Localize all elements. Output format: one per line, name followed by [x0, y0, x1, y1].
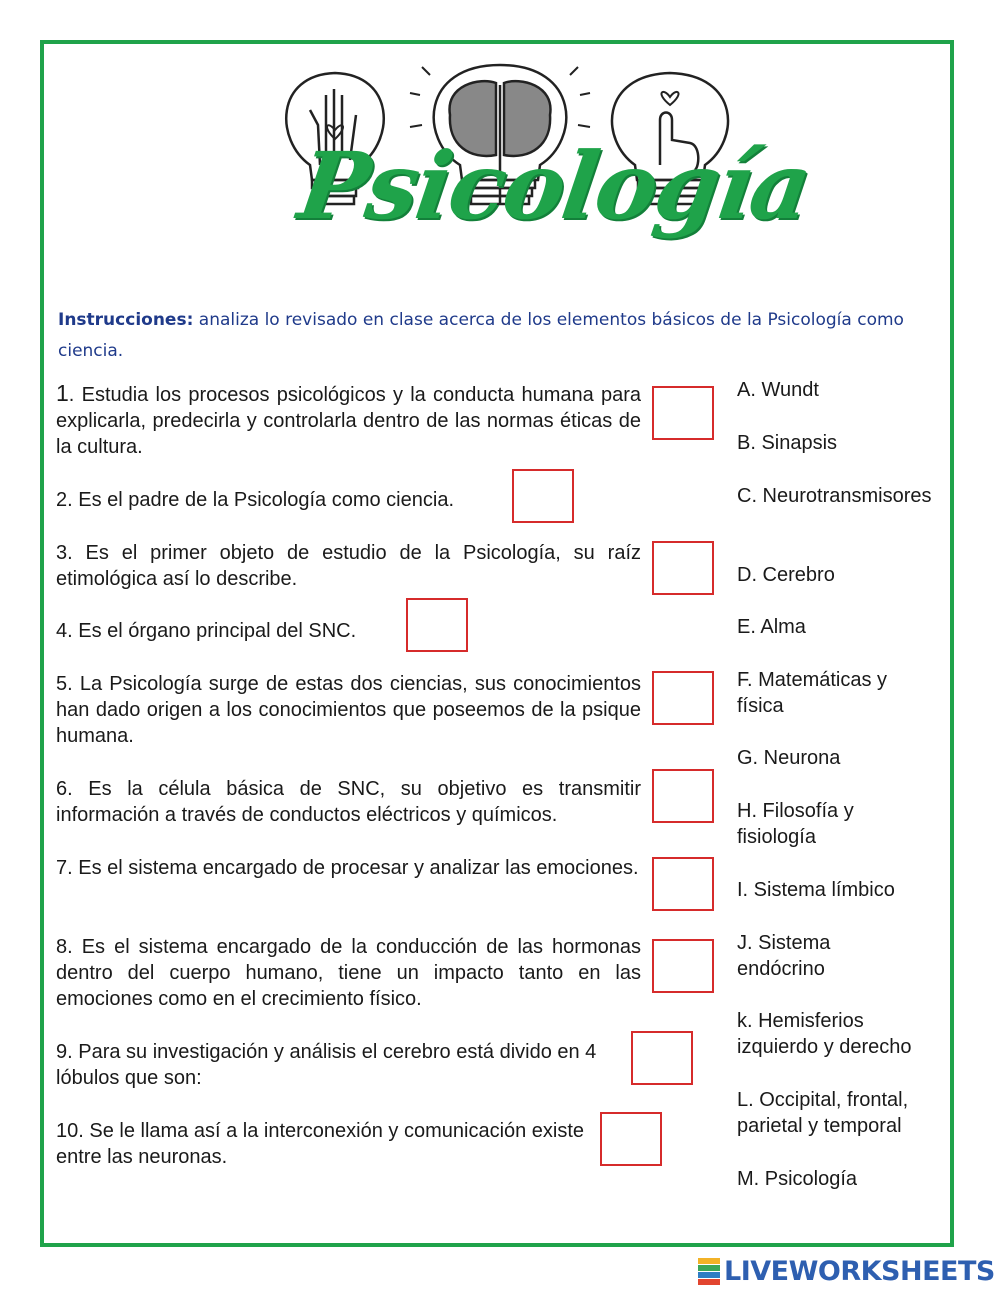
- question-10: 10. Se le llama así a la interconexión y comunicación existe entre las neuronas.: [56, 1120, 585, 1168]
- option-g: G. Neurona: [737, 747, 841, 769]
- liveworksheets-logo-text: LIVEWORKSHEETS: [724, 1255, 995, 1287]
- liveworksheets-logo: [698, 1254, 995, 1288]
- question-9: 9. Para su investigación y análisis el cerebro está divido en 4 lóbulos que son:: [56, 1041, 597, 1089]
- instructions-text: analiza lo revisado en clase acerca de los elementos básicos de la Psicología como ciencia.: [58, 310, 904, 361]
- option-c: C. Neurotransmisores: [737, 485, 932, 507]
- option-f: F. Matemáticas y física: [737, 669, 888, 717]
- question-1: [56, 380, 641, 460]
- option-k: k. Hemisferios izquierdo y derecho: [737, 1010, 912, 1058]
- question-1-number: 1: [56, 380, 69, 406]
- option-l: L. Occipital, frontal, parietal y temporal: [737, 1089, 909, 1137]
- answer-box-8[interactable]: [652, 939, 714, 993]
- question-2: 2. Es el padre de la Psicología como ciencia.: [56, 489, 454, 511]
- option-h: H. Filosofía y fisiología: [737, 800, 854, 848]
- answer-box-4[interactable]: [406, 598, 468, 652]
- answer-box-1[interactable]: [652, 386, 714, 440]
- option-m: M. Psicología: [737, 1168, 858, 1190]
- instructions-label: Instrucciones:: [58, 310, 194, 330]
- question-1-text: . Estudia los procesos psicológicos y la conducta humana para explicarla, predecirla y controlarla dentro de las normas éticas de la cultura.: [56, 384, 641, 458]
- answer-box-3[interactable]: [652, 541, 714, 595]
- instructions: [58, 305, 938, 367]
- option-e: E. Alma: [737, 616, 806, 638]
- answer-box-10[interactable]: [600, 1112, 662, 1166]
- page-title: Psicología: [292, 132, 817, 240]
- question-5: 5. La Psicología surge de estas dos ciencias, sus conocimientos han dado origen a los conocimientos que poseemos de la psique humana.: [56, 673, 641, 747]
- question-3: 3. Es el primer objeto de estudio de la Psicología, su raíz etimológica así lo describe.: [56, 542, 641, 590]
- option-i: I. Sistema límbico: [737, 879, 895, 901]
- answer-box-2[interactable]: [512, 469, 574, 523]
- answer-box-9[interactable]: [631, 1031, 693, 1085]
- option-a: A. Wundt: [737, 379, 819, 401]
- liveworksheets-mark-icon: [698, 1258, 720, 1285]
- option-d: D. Cerebro: [737, 564, 835, 586]
- question-8: 8. Es el sistema encargado de la conducción de las hormonas dentro del cuerpo humano, tiene un impacto tanto en las emociones como en el crecimiento físico.: [56, 936, 641, 1010]
- answer-box-5[interactable]: [652, 671, 714, 725]
- answer-box-6[interactable]: [652, 769, 714, 823]
- question-4: 4. Es el órgano principal del SNC.: [56, 620, 357, 642]
- question-7: 7. Es el sistema encargado de procesar y analizar las emociones.: [56, 857, 639, 879]
- question-6: 6. Es la célula básica de SNC, su objetivo es transmitir información a través de conductos eléctricos y químicos.: [56, 778, 641, 826]
- option-j: J. Sistema endócrino: [737, 932, 831, 980]
- option-b: B. Sinapsis: [737, 432, 838, 454]
- answer-box-7[interactable]: [652, 857, 714, 911]
